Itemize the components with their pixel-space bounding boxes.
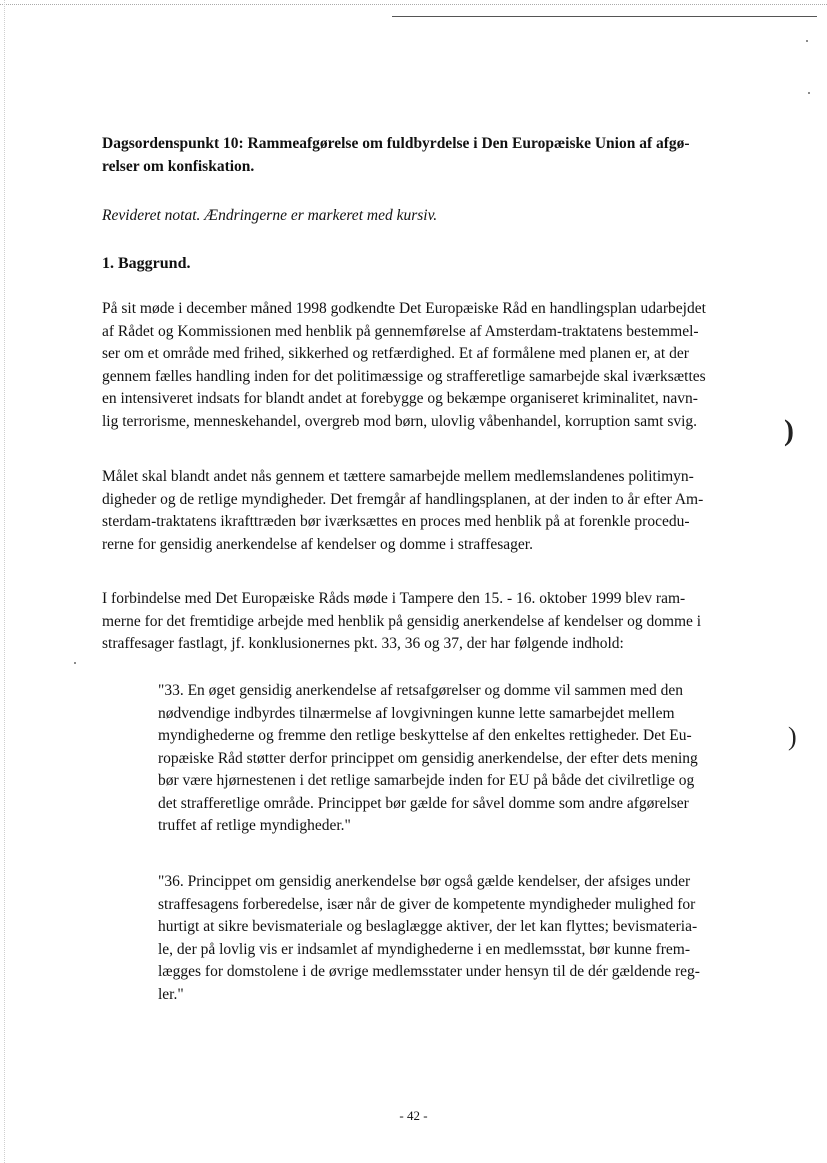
quote-line: lægges for domstolene i de øvrige medlemsstater under hensyn til de dér gældende reg- bbox=[158, 963, 700, 980]
page-number: - 42 - bbox=[399, 1108, 428, 1123]
quote-line: myndighederne og fremme den retlige beskyttelse af den enkeltes rettigheder. Det Eu- bbox=[158, 727, 692, 744]
paragraph-background-1 bbox=[102, 298, 742, 433]
quote-line: ropæiske Råd støtter derfor princippet om gensidig anerkendelse, der efter dets mening bbox=[158, 749, 698, 767]
text-line: merne for det fremtidige arbejde med henblik på gensidig anerkendelse af kendelser og domme i bbox=[102, 612, 702, 630]
quote-line: ler." bbox=[158, 985, 184, 1003]
quote-line: nødvendige indbyrdes tilnærmelse af lovgivningen kunne lette samarbejdet mellem bbox=[158, 704, 675, 722]
quote-line: det strafferetlige område. Princippet bør gælde for såvel domme som andre afgørelser bbox=[158, 794, 689, 812]
punch-hole-mark: ) bbox=[788, 722, 797, 751]
scan-speck bbox=[806, 40, 808, 42]
quote-line: le, der på lovlig vis er indsamlet af myndighederne i en medlemsstat, bør kunne frem- bbox=[158, 940, 691, 958]
text-line: lig terrorisme, menneskehandel, overgreb mod børn, ulovlig våbenhandel, korruption samt svig. bbox=[102, 412, 698, 430]
text-line: Målet skal blandt andet nås gennem et tættere samarbejde mellem medlemslandenes politimyn- bbox=[102, 468, 694, 485]
header-rule bbox=[392, 16, 817, 17]
block-quote-33 bbox=[158, 680, 748, 838]
text-line: straffesager fastlagt, jf. konklusionernes pkt. 33, 36 og 37, der har følgende indhold: bbox=[102, 635, 624, 652]
quote-line: truffet af retlige myndigheder." bbox=[158, 817, 351, 834]
text-line: rerne for gensidig anerkendelse af kendelser og domme i straffesager. bbox=[102, 535, 533, 553]
title-line: Dagsordenspunkt 10: Rammeafgørelse om fuldbyrdelse i Den Europæiske Union af afgø- bbox=[102, 135, 690, 152]
text-line: en intensiveret indsats for blandt andet at forebygge og bekæmpe organiseret kriminalitet, navn- bbox=[102, 390, 698, 407]
scan-speck bbox=[808, 92, 810, 94]
paragraph-background-3 bbox=[102, 588, 742, 656]
text-line: af Rådet og Kommissionen med henblik på gennemførelse af Amsterdam-traktatens bestemmel- bbox=[102, 322, 699, 340]
punch-hole-mark: ) bbox=[784, 414, 794, 447]
title-line: relser om konfiskation. bbox=[102, 157, 255, 175]
quote-line: straffesagens forberedelse, især når de giver de kompetente myndigheder mulighed for bbox=[158, 895, 696, 913]
text-line: ser om et område med frihed, sikkerhed og retfærdighed. Et af formålene med planen er, at der bbox=[102, 345, 689, 362]
document-title bbox=[102, 133, 742, 178]
text-line: På sit møde i december måned 1998 godkendte Det Europæiske Råd en handlingsplan udarbejdet bbox=[102, 300, 706, 317]
paragraph-background-2 bbox=[102, 466, 742, 556]
scan-margin-line bbox=[4, 0, 5, 1163]
scan-edge-line bbox=[0, 4, 827, 5]
text-line: gennem fælles handling inden for det politimæssige og strafferetlige samarbejde skal iværksættes bbox=[102, 367, 706, 385]
scan-speck bbox=[74, 662, 76, 664]
quote-line: "33. En øget gensidig anerkendelse af retsafgørelser og domme vil sammen med den bbox=[158, 682, 683, 699]
text-line: sterdam-traktatens ikrafttræden bør iværksættes en proces med henblik på at forenkle procedu- bbox=[102, 513, 690, 530]
section-heading: 1. Baggrund. bbox=[102, 255, 191, 272]
block-quote-36 bbox=[158, 871, 748, 1006]
quote-line: bør være hjørnestenen i det retlige samarbejde inden for EU på både det civilretlige og bbox=[158, 772, 695, 789]
quote-line: "36. Princippet om gensidig anerkendelse bør også gælde kendelser, der afsiges under bbox=[158, 873, 691, 890]
text-line: I forbindelse med Det Europæiske Råds møde i Tampere den 15. - 16. oktober 1999 blev ram- bbox=[102, 590, 686, 607]
quote-line: hurtigt at sikre bevismateriale og beslaglægge aktiver, der let kan flyttes; bevismateria- bbox=[158, 918, 698, 935]
revision-note: Revideret notat. Ændringerne er markeret med kursiv. bbox=[102, 207, 438, 224]
text-line: digheder og de retlige myndigheder. Det fremgår af handlingsplanen, at der inden to år efter Am- bbox=[102, 490, 704, 508]
